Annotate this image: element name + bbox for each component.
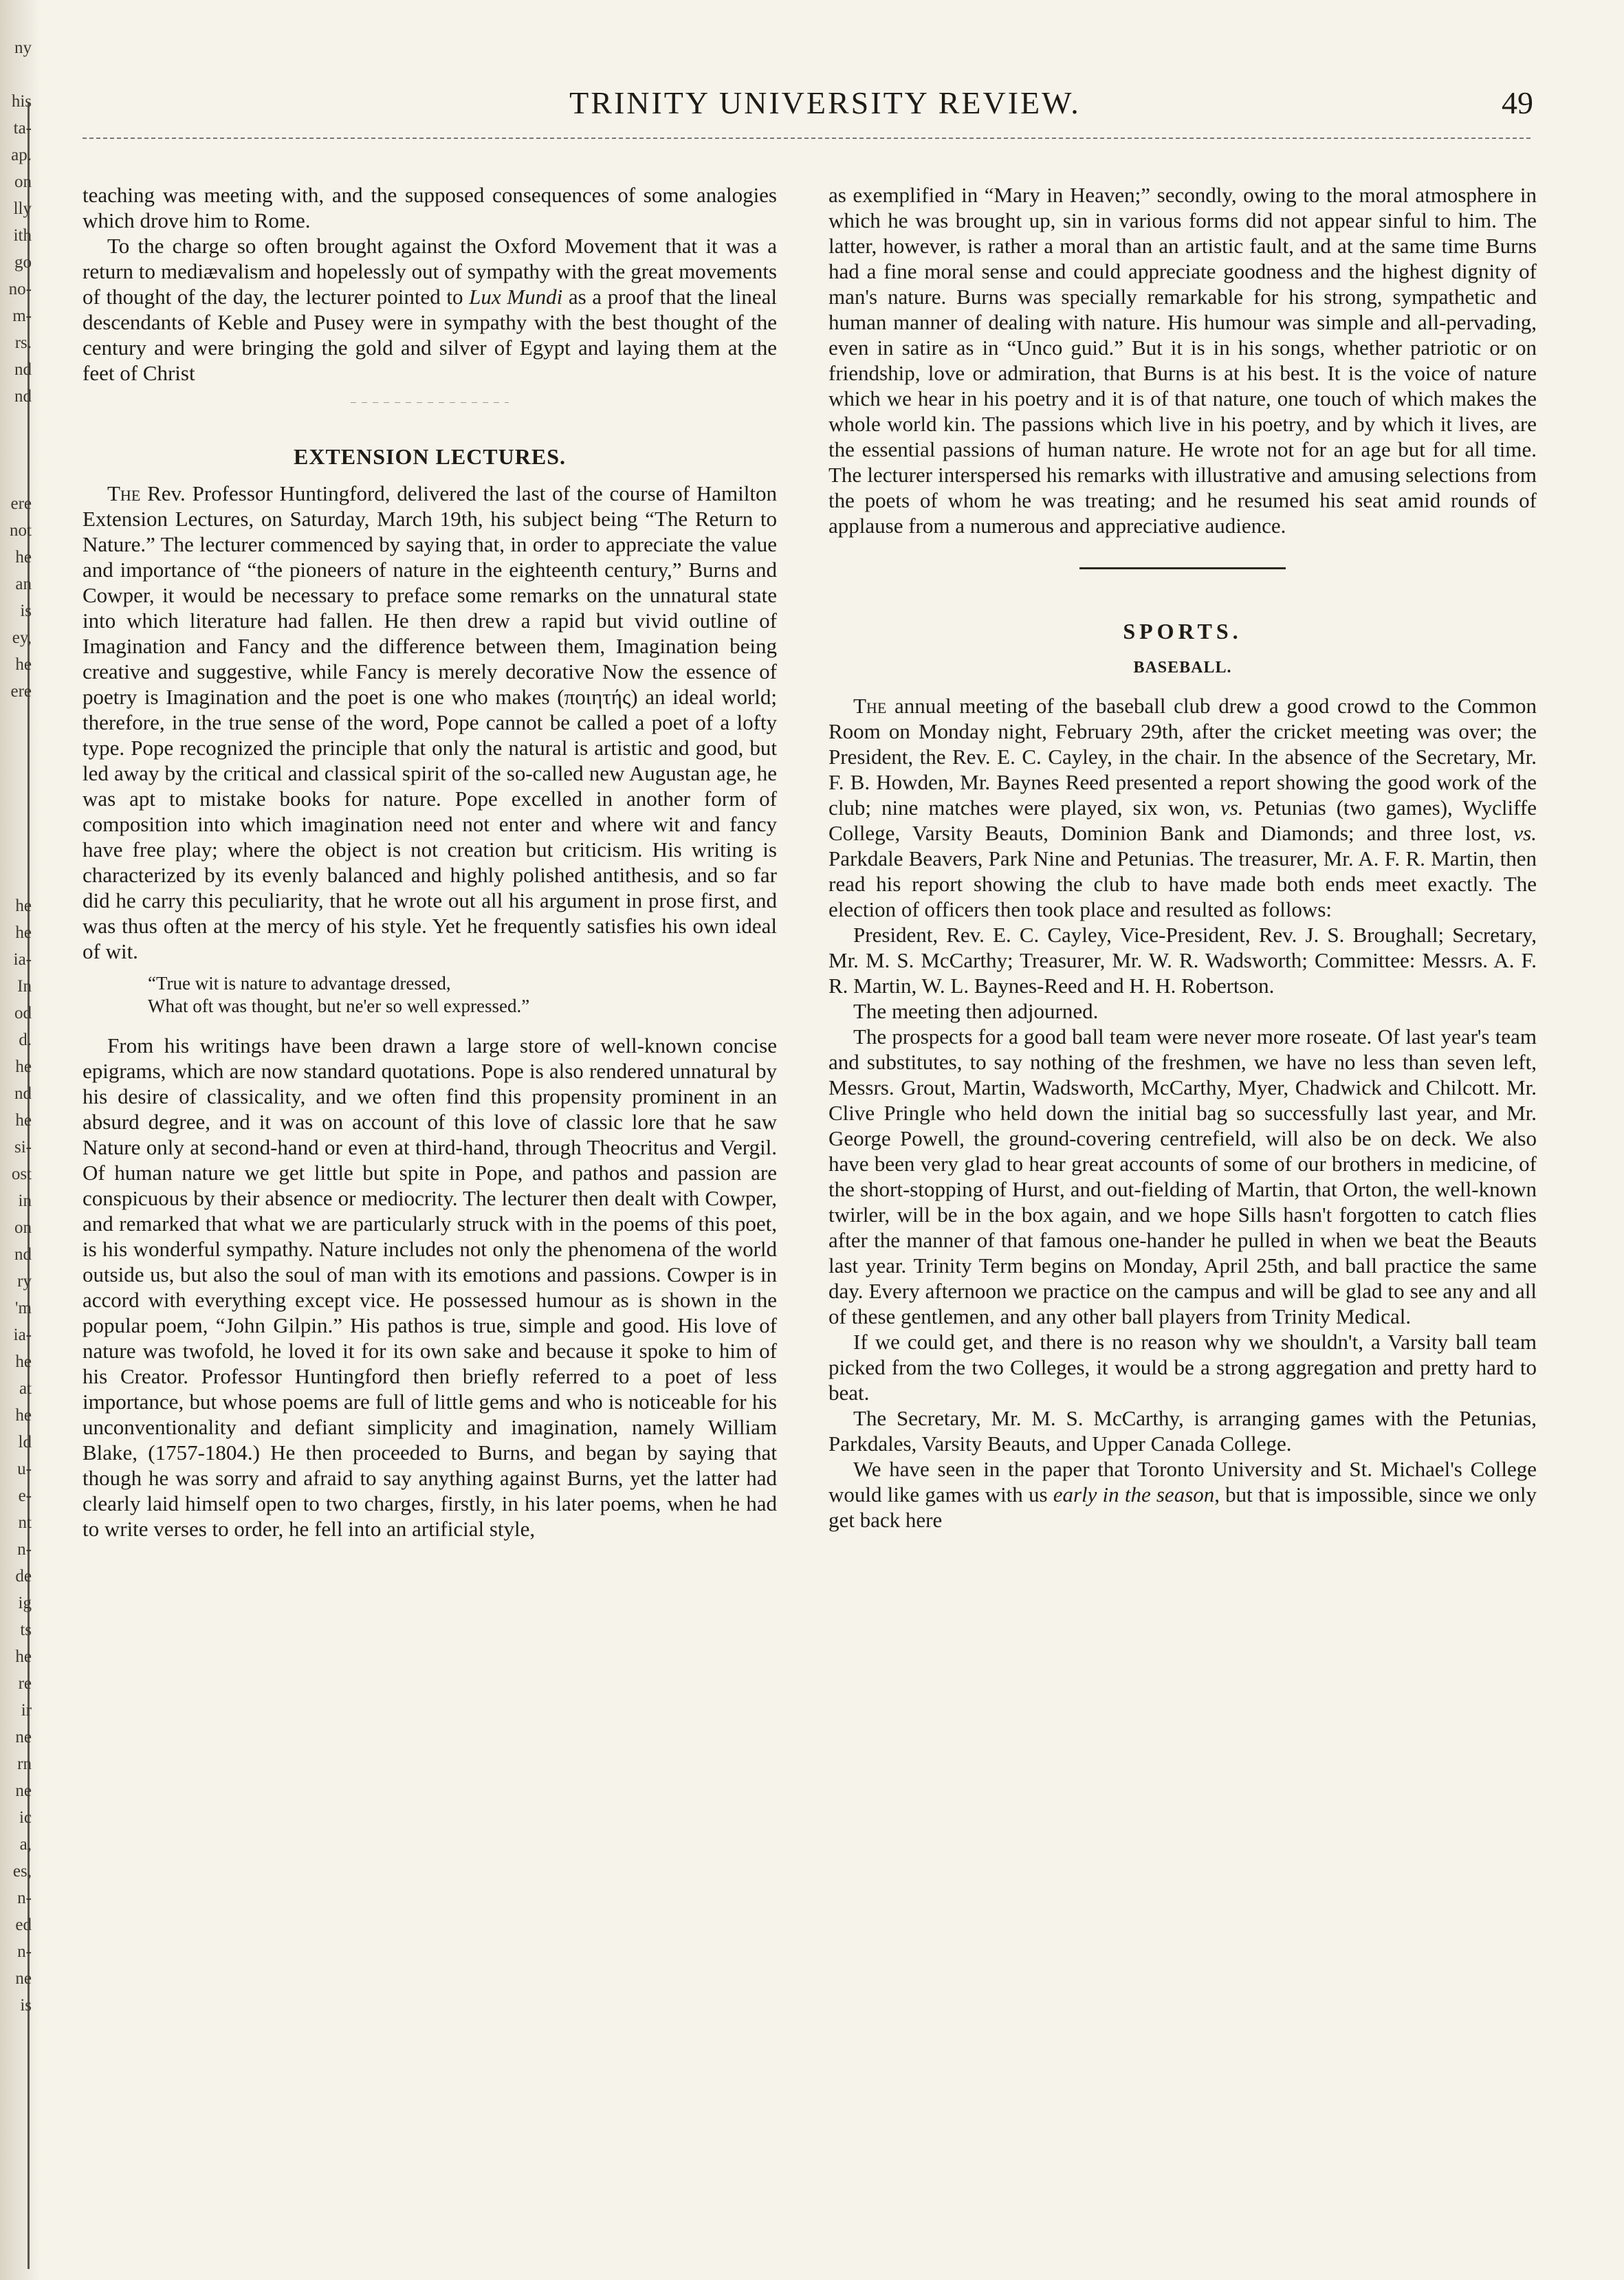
left-column	[83, 182, 777, 1542]
margin-fragment: ere	[10, 682, 32, 701]
text-run: Parkdale Beavers, Park Nine and Petunias. The treasurer, Mr. A. F. R. Martin, then read his report showing the club to have made both ends meet exactly. The election of officers then took place and resulted as follows:	[829, 846, 1537, 921]
margin-fragment: ld	[18, 1433, 32, 1451]
verse-line: What oft was thought, but ne'er so well expressed.”	[148, 996, 530, 1016]
margin-fragment: ic	[19, 1808, 32, 1827]
margin-fragment: e-	[18, 1487, 32, 1505]
margin-fragment: ta-	[13, 119, 32, 138]
paragraph: The prospects for a good ball team were never more roseate. Of last year's team and substitutes, to say nothing of the freshmen, we have no less than seven left, Messrs. Grout, Martin, Wadsworth, McCarthy, Myer, Chadwick and Chilcott. Mr. Clive Pringle who held down the initial bag so successfully last year, and Mr. George Powell, the ground-covering centrefield, will also be on deck. We also have been very glad to hear great accounts of some of our brothers in medicine, of the short-stopping of Hurst, and out-fielding of Martin, that Orton, the well-known twirler, will be in the box again, and we hope Sills hasn't forgotten to catch flies after the manner of that famous one-hander he pulled in when we beat the Beauts last year. Trinity Term begins on Monday, April 25th, and ball practice the same day. Every afternoon we practice on the campus and will be glad to see any and all of these gentlemen, and any other ball players from Trinity Medical.	[829, 1024, 1537, 1328]
paragraph	[83, 233, 777, 386]
margin-fragment: his	[11, 92, 32, 111]
paragraph: From his writings have been drawn a large store of well-known concise epigrams, which are now standard quotations. Pope is also rendered unnatural by his desire of classicality, and we often find this propensity prominent in an absurd degree, and it was on account of this love of classic lore that he saw Nature only at second-hand or even at third-hand, through Theocritus and Vergil. Of human nature we get little but spite in Pope, and pathos and passion are conspicuous by their absence or mediocrity. The lecturer then dealt with Cowper, and remarked that what we are particularly struck with in the poems of this poet, is his wonderful sympathy. Nature includes not only the phenomena of the world outside us, but also the soul of man with its emotions and passions. Cowper is in accord with everything except vice. He possessed humour as is shown in the popular poem, “John Gilpin.” His pathos is true, simple and good. His love of nature was twofold, he loved it for its own sake and because it spoke to him of his Creator. Professor Huntingford then briefly referred to a poet of less importance, but whose poems are full of little gems and who is noticeable for his unconventionality and defiant simplicity and imagination, namely William Blake, (1757-1804.) He then proceeded to Burns, and began by saying that though he was sorry and afraid to say anything against Burns, yet the latter had clearly laid himself open to two charges, firstly, in his later poems, when he had to write verses to order, he fell into an artificial style,	[83, 1033, 777, 1541]
text-run: Petunias (two games), Wycliffe College, Varsity Beauts, Dominion Bank and Diamonds; and three lost,	[829, 796, 1537, 845]
margin-fragment: an	[15, 575, 32, 593]
margin-fragment: in	[18, 1192, 32, 1210]
paragraph: President, Rev. E. C. Cayley, Vice-President, Rev. J. S. Broughall; Secretary, Mr. M. S. McCarthy; Treasurer, Mr. W. R. Wadsworth; Committee: Messrs. A. F. R. Martin, W. L. Baynes-Reed and H. H. Robertson.	[829, 923, 1537, 998]
right-column	[829, 182, 1537, 1533]
margin-fragment: n-	[17, 1540, 32, 1559]
journal-title: TRINITY UNIVERSITY REVIEW.	[569, 85, 1081, 120]
margin-fragment: ost	[11, 1165, 32, 1183]
margin-fragment: a,	[19, 1835, 32, 1854]
margin-fragment: he	[15, 655, 32, 674]
spacer	[3, 866, 32, 892]
margin-fragment: he	[15, 923, 32, 942]
margin-fragment: ir	[21, 1701, 32, 1720]
lead-word: The	[853, 694, 887, 718]
margin-fragment: ed	[15, 1916, 32, 1934]
margin-fragment: rs.	[14, 333, 32, 352]
margin-fragment: ia-	[13, 950, 32, 969]
section-heading: SPORTS.	[1123, 619, 1242, 644]
margin-fragment: ne	[15, 1782, 32, 1800]
margin-fragment: rn	[17, 1755, 32, 1773]
paragraph	[829, 693, 1537, 922]
margin-fragment: In	[17, 977, 32, 996]
text-run: , but that is impossible, since we only get back here	[829, 1482, 1537, 1532]
spacer	[3, 758, 32, 785]
text-run: annual meeting of the baseball club drew a good crowd to the Common Room on Monday night, February 29th, after the cricket meeting was over; the President, the Rev. E. C. Cayley, in the chair. In the absence of the Secretary, Mr. F. B. Howden, Mr. Baynes Reed presented a report showing the good work of the club; nine matches were played, six won,	[829, 694, 1537, 820]
margin-fragment: is	[20, 602, 32, 620]
paragraph: If we could get, and there is no reason why we shouldn't, a Varsity ball team picked from the two Colleges, it would be a strong aggregation and pretty hard to beat.	[829, 1330, 1537, 1405]
section-divider	[351, 402, 509, 403]
spacer	[3, 705, 32, 732]
margin-fragment: is	[20, 1996, 32, 2015]
margin-fragment: m-	[12, 307, 32, 325]
margin-fragment: es,	[12, 1862, 32, 1881]
text-run: as a proof that the lineal descendants of Keble and Pusey were in sympathy with the best thought of the century and were bringing the gold and silver of Egypt and laying them at the feet of Christ	[83, 285, 777, 385]
margin-fragment: re	[18, 1674, 32, 1693]
margin-fragment: od	[14, 1004, 32, 1022]
margin-fragment: go	[14, 253, 32, 272]
margin-fragment: nd	[14, 387, 32, 406]
margin-fragment: nt	[18, 1513, 32, 1532]
margin-fragment: he	[15, 1647, 32, 1666]
lead-word: The	[107, 481, 141, 505]
italic-run: vs.	[1220, 796, 1244, 820]
spacer	[3, 437, 32, 463]
running-header	[0, 83, 1624, 124]
margin-fragment: u-	[17, 1460, 32, 1478]
paragraph: The meeting then adjourned.	[853, 999, 1099, 1023]
margin-fragment: nd	[14, 360, 32, 379]
margin-fragment: he	[15, 1352, 32, 1371]
margin-fragment: ny	[14, 39, 32, 57]
text-run: To the charge so often brought against the Oxford Movement that it was a return to mediævalism and hopelessly out of sympathy with the great movements of thought of the day, the lecturer pointed to	[83, 234, 777, 309]
margin-fragment: no-	[8, 280, 32, 298]
section-rule	[1079, 567, 1286, 569]
section-heading: EXTENSION LECTURES.	[294, 444, 566, 469]
margin-fragment: ia-	[13, 1326, 32, 1344]
spacer	[3, 785, 32, 812]
paragraph	[83, 481, 777, 964]
margin-fragment: ith	[13, 226, 32, 245]
margin-fragment: nd	[14, 1084, 32, 1103]
sub-heading: BASEBALL.	[1133, 659, 1232, 677]
margin-fragment: he	[15, 1111, 32, 1130]
margin-fragment: on	[14, 173, 32, 191]
margin-fragment: ey,	[12, 628, 32, 647]
spacer	[3, 732, 32, 758]
margin-fragment: nd	[14, 1245, 32, 1264]
margin-fragment: ry	[17, 1272, 32, 1291]
paragraph: as exemplified in “Mary in Heaven;” secondly, owing to the moral atmosphere in which he was brought up, sin in various forms did not appear sinful to him. The latter, however, is rather a moral than an artistic fault, and at the same time Burns had a fine moral sense and could appreciate goodness and the highest dignity of man's nature. Burns was specially remarkable for his strong, sympathetic and human manner of dealing with nature. His humour was simple and all-pervading, even in satire as in “Unco guid.” But it is in his songs, whether patriotic or on friendship, love or admiration, that Burns is at his best. It is the voice of nature which we hear in his poetry and it is of that nature, one touch of which makes the whole world kin. The passions which live in his poetry, and by which it lives, are the essential passions of human nature. He wrote not for an age but for all time. The lecturer interspersed his remarks with illustrative and amusing selections from the poets of whom he was treating; and he resumed his seat amid rounds of applause from a numerous and appreciative audience.	[829, 183, 1537, 538]
header-rule	[83, 138, 1533, 139]
verse-quote	[83, 972, 777, 1018]
margin-fragment: he	[15, 1406, 32, 1425]
margin-fragment: si-	[14, 1138, 32, 1157]
margin-fragment: de	[15, 1567, 32, 1586]
page-number: 49	[1502, 85, 1533, 120]
margin-fragment: ig	[18, 1594, 32, 1612]
margin-fragment: he	[15, 1057, 32, 1076]
margin-fragment: on	[14, 1218, 32, 1237]
paragraph: teaching was meeting with, and the supposed consequences of some analogies which drove him to Rome.	[83, 183, 777, 232]
margin-fragment: not	[10, 521, 32, 540]
margin-fragment: n-	[17, 1942, 32, 1961]
paragraph: The Secretary, Mr. M. S. McCarthy, is arranging games with the Petunias, Parkdales, Varsity Beauts, and Upper Canada College.	[829, 1406, 1537, 1456]
margin-fragment: ap.	[11, 146, 32, 164]
margin-fragment: he	[15, 897, 32, 915]
spacer	[3, 839, 32, 866]
book-title: Lux Mundi	[469, 285, 563, 309]
margin-fragment: ne	[15, 1728, 32, 1746]
spacer	[3, 463, 32, 490]
spacer	[3, 812, 32, 839]
margin-fragment: he	[15, 548, 32, 567]
text-run: We have seen in the paper that Toronto University and St. Michael's College would like games with us	[829, 1457, 1537, 1506]
facing-page-fragments	[3, 34, 32, 2269]
text-run: Rev. Professor Huntingford, delivered the last of the course of Hamilton Extension Lectures, on Saturday, March 19th, his subject being “The Return to Nature.” The lecturer commenced by saying that, in order to appreciate the value and importance of “the pioneers of nature in the eighteenth century,” Burns and Cowper, it would be necessary to preface some remarks on the unnatural state into which literature had fallen. He then drew a rapid but vivid outline of Imagination and Fancy and the difference between them, Imagination being creative and suggestive, while Fancy is merely decorative Now the essence of poetry is Imagination and the poet is one who makes (ποιητής) an ideal world; therefore, in the true sense of the word, Pope cannot be called a poet of a lofty type. Pope recognized the principle that only the natural is artistic and good, but led away by the critical and classical spirit of the so-called new Augustan age, he was apt to mistake books for nature. Pope excelled in another form of composition into which imagination need not enter and where wit and fancy have free play; where the object is not creation but criticism. His writing is characterized by its evenly balanced and highly polished antithesis, and so far did he carry this peculiarity, that he wrote out all his argument in prose first, and was thus often at the mercy of his style. Yet he frequently satisfies his own ideal of wit.	[83, 481, 777, 963]
verse-line: “True wit is nature to advantage dressed,	[148, 973, 451, 994]
spacer	[3, 410, 32, 437]
italic-run: early in the season	[1053, 1482, 1215, 1506]
margin-fragment: 'm	[15, 1299, 32, 1317]
margin-fragment: ere	[10, 494, 32, 513]
margin-fragment: lly	[13, 199, 32, 218]
margin-fragment: n-	[17, 1889, 32, 1907]
margin-fragment: ne	[15, 1969, 32, 1988]
italic-run: vs.	[1513, 821, 1537, 845]
margin-fragment: ts	[20, 1621, 32, 1639]
paragraph	[829, 1456, 1537, 1533]
margin-fragment: at	[19, 1379, 32, 1398]
margin-fragment: d.	[19, 1031, 32, 1049]
